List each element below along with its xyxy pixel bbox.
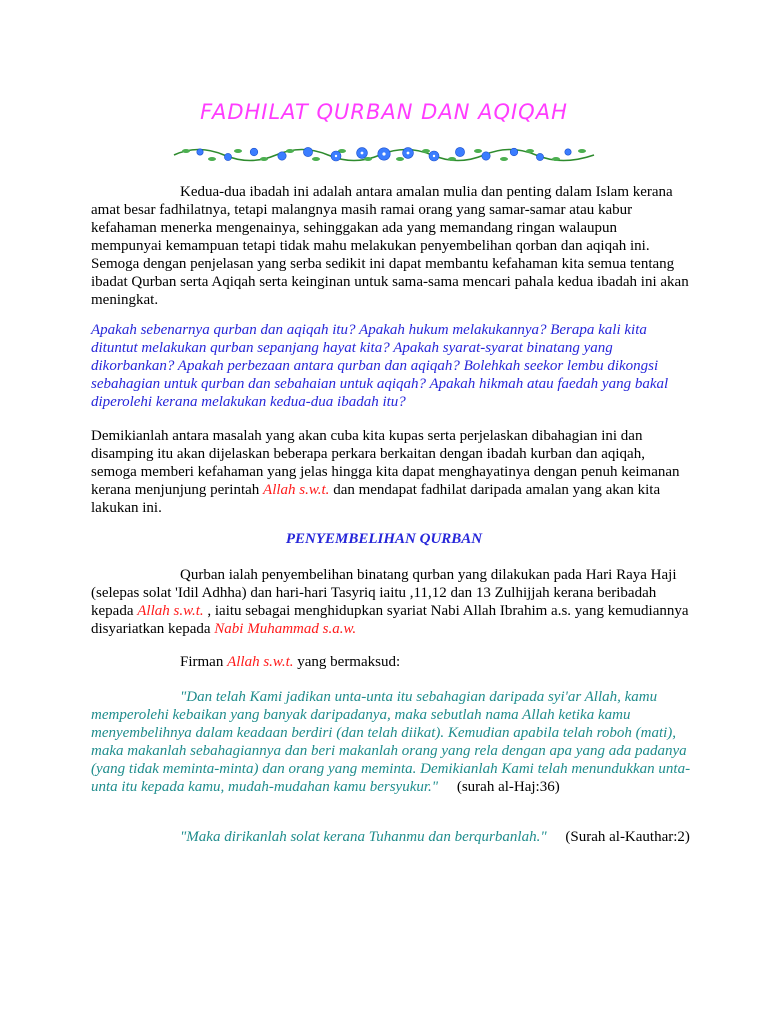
nabi-highlight: Nabi Muhammad s.a.w. [214,621,357,637]
floral-divider-icon [172,140,596,166]
firman-text-start: Firman [180,654,228,670]
page-title: FADHILAT QURBAN DAN AQIQAH [200,100,568,124]
quote-al-kauthar [91,828,691,846]
intro-paragraph: Kedua-dua ibadah ini adalah antara amalan mulia dan penting dalam Islam kerana amat besar fadhilatnya, tetapi malangnya masih ramai orang yang samar-samar atau kabur kefahaman menerka mengenainya, sehinggakan ada yang memandang ringan walaupun mempunyai kemampuan tetapi tidak mahu melakukan penyembelihan qorban dan aqiqah ini. Semoga dengan penjelasan yang serba sedikit ini dapat membantu kefahaman kita semua tentang ibadat Qurban serta Aqiqah serta keinginan untuk sama-sama mencari pahala kedua ibadah ini akan meningkat. [91,184,689,308]
explanation-paragraph [91,427,691,517]
quote-al-haj-text: "Dan telah Kami jadikan unta-unta itu sebahagian daripada syi'ar Allah, kamu memperolehi kebaikan yang banyak daripadanya, maka sebutlah nama Allah ketika kamu menyembelihnya dalam keadaan berdiri (dan telah diikat). Kemudian apabila telah roboh (mati), maka makanlah sebahagiannya dan beri makanlah orang yang rela dengan apa yang ada padanya (yang tidak meminta-minta) dan orang yang meminta. Demikianlah Kami telah menundukkan unta-unta itu kepada kamu, mudah-mudahan kamu bersyukur." [91,689,691,795]
explanation-text-start: Demikianlah antara masalah yang akan cuba kita kupas serta perjelaskan dibahagian ini dan disamping itu akan dijelaskan beberapa perkara berkaitan dengan ibadah kurban dan aqiqah, semoga memberi kefahaman yang jelas hingga kita dapat menghayatinya dengan penuh keimanan kerana menjunjung perintah [91,428,680,498]
section-heading: PENYEMBELIHAN QURBAN [285,531,483,547]
qurban-definition-paragraph [91,566,691,638]
firman-paragraph [91,653,691,671]
firman-text-end: yang bermaksud: [293,654,401,670]
allah-highlight: Allah s.w.t. [263,482,330,498]
quote-al-kauthar-reference: (Surah al-Kauthar:2) [565,829,690,845]
qurban-definition-text-1: Qurban ialah penyembelihan binatang qurban yang dilakukan pada Hari Raya Haji (selepas solat 'Idil Adhha) dan hari-hari Tasyriq iaitu ,11,12 dan 13 Zulhijjah kerana beribadah kepada [91,567,677,619]
allah-highlight: Allah s.w.t. [227,654,294,670]
qurban-definition-text-2: , iaitu sebagai menghidupkan syariat Nabi Allah Ibrahim a.s. yang kemudiannya disyariatkan kepada [91,603,689,637]
questions-paragraph: Apakah sebenarnya qurban dan aqiqah itu? Apakah hukum melakukannya? Berapa kali kita dituntut melakukan qurban sepanjang hayat kita? Apakah syarat-syarat binatang yang dikorbankan? Apakah perbezaan antara qurban dan aqiqah? Bolehkah seekor lembu dikongsi sebahagian untuk qurban dan sebahaian untuk aqiqah? Apakah hikmah atau faedah yang bakal diperolehi kerana melakukan kedua-dua ibadah itu? [91,322,669,410]
quote-al-haj-reference: (surah al-Haj:36) [456,779,560,795]
explanation-text-end: dan mendapat fadhilat daripada amalan yang akan kita lakukan ini. [91,482,661,516]
quote-al-kauthar-text: "Maka dirikanlah solat kerana Tuhanmu dan berqurbanlah." [180,829,547,845]
quote-al-haj [91,688,691,796]
allah-highlight: Allah s.w.t. [137,603,204,619]
